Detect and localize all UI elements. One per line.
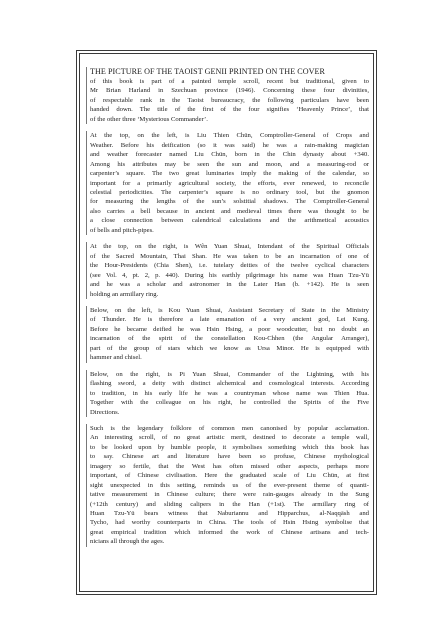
text-line: Together with the colleague on his right, he controlled the Spirits of the Five	[90, 399, 369, 407]
text-line: incarnation of the spirit of the constellation Kou-Chhen (the Angular Arranger),	[90, 335, 369, 343]
text-line: (+12th century) and sliding calipers in the Han (+1st). The armillary ring of	[90, 500, 369, 508]
text-line: holding an armillary ring.	[90, 290, 159, 298]
paragraph-liu-thien-chun	[86, 131, 369, 235]
text-line: great empirical tradition which informed the work of Chinese artisans and tech-	[90, 528, 369, 536]
text-line: (see Vol. 4, pt. 2, p. 440). During his earthly pilgrimage his name was Huan Tzu-Yü	[90, 271, 369, 279]
text-line: of the Sacred Mountain, Thai Shan. He was taken to be an incarnation of one of	[90, 252, 369, 260]
text-line: the Hour-Presidents (Chia Shen), i.e. tutelary deities of the twelve cyclical characters	[90, 262, 369, 270]
text-line: Tycho, had worthy counterparts in China. The tools of Hsin Hsing symbolise that	[90, 519, 369, 527]
paragraph-text	[90, 306, 369, 363]
paragraph-pi-yuan-shuai	[86, 370, 369, 417]
text-line: for measuring the lengths of the sun’s solstitial shadows. The Comptroller-General	[90, 198, 369, 206]
text-line: to say. Chinese art and literature have been so profuse, Chinese mythological	[90, 453, 369, 461]
text-line: Among his attributes may be seen the sun and moon, and a measuring-rod or	[90, 160, 369, 168]
cover-description	[86, 67, 369, 124]
paragraph-cover-origin	[90, 77, 369, 124]
text-line: Such is the legendary folklore of common men canonised by popular acclamation.	[90, 424, 369, 432]
text-line: of this book is part of a painted temple scroll, recent but traditional, given to	[90, 78, 369, 85]
text-line: nicians all through the ages.	[90, 538, 165, 546]
paragraph-text	[90, 131, 369, 235]
paragraph-wen-yuan-shuai	[86, 242, 369, 299]
heading-line: THE PICTURE OF THE TAOIST GENII PRINTED ON THE COVER	[90, 67, 325, 76]
text-line: tative measurement in Chinese culture; there were rain-gauges already in the Sung	[90, 491, 369, 499]
text-line: Below, on the right, is Pi Yuan Shuai, Commander of the Lightning, with his	[90, 370, 369, 378]
text-line: part of the group of stars which we know as Ursa Minor. He is equipped with	[90, 344, 369, 352]
text-line: imagery so fertile, that the West has often missed other aspects, perhaps more	[90, 462, 369, 470]
text-line: and he was a scholar and astronomer in the Later Han (b. +142). He is seen	[90, 281, 369, 289]
paragraph-text	[90, 424, 369, 547]
text-line: to be looked upon by humble people, it symbolises something which this book has	[90, 443, 369, 451]
text-line: Weather. Before his deification (so it was said) he was a rain-making magician	[90, 141, 369, 149]
text-line: celestial periodicities. The carpenter’s square is no ordinary tool, but the gnomon	[90, 188, 369, 196]
text-line: of Thunder. He is therefore a late emanation of a very ancient god, Lei Kung.	[90, 316, 369, 324]
text-line: Mr Brian Harland in Szechuan province (1946). Concerning these four divinities,	[90, 87, 369, 95]
paragraph-conclusion	[86, 424, 369, 547]
text-line: hammer and chisel.	[90, 354, 142, 362]
paragraph-text	[90, 370, 369, 417]
text-line: important, of Chinese civilisation. Here the graduated scale of Liu Chün, at first	[90, 472, 369, 480]
text-line: to tradition, in his early life he was a countryman whose name was Thien Hua.	[90, 389, 369, 397]
text-line: Before he became deified he was Hsin Hsing, a poor woodcutter, but no doubt an	[90, 325, 369, 333]
text-line: flashing sword, a deity with distinct alchemical and cosmological interests. According	[90, 380, 369, 388]
text-line: also carries a bell because in ancient and medieval times there was thought to be	[90, 207, 369, 215]
text-line: handed down. The title of the first of the four signifies ‘Heavenly Prince’, that	[90, 106, 369, 114]
paragraph-text	[90, 242, 369, 299]
text-frame	[79, 53, 374, 592]
text-line: of bells and pitch-pipes.	[90, 226, 154, 234]
text-line: of the other three ‘Mysterious Commander’.	[90, 115, 208, 123]
text-line: Below, on the left, is Kou Yuan Shuai, Assistant Secretary of State in the Ministry	[90, 306, 369, 314]
text-line: carpenter’s square. The two great luminaries imply the making of the calendar, so	[90, 170, 369, 178]
text-line: important for a primarily agricultural society, the efforts, ever renewed, to reconcile	[90, 179, 369, 187]
text-line: An interesting scroll, of no great artistic merit, destined to decorate a temple wall,	[90, 434, 369, 442]
text-line: Huan Tzu-Yü bears witness that Naburiannu and Hipparchus, al-Naqqāsh and	[90, 510, 369, 518]
text-line: a close connection between calendrical calculations and the arithmetical acoustics	[90, 217, 369, 225]
text-line: of respectable rank in the Taoist bureaucracy, the following particulars have been	[90, 96, 369, 104]
text-line: At the top, on the left, is Liu Thien Chün, Comptroller-General of Crops and	[90, 132, 369, 140]
text-line: At the top, on the right, is Wên Yuan Shuai, Intendant of the Spiritual Officials	[90, 243, 369, 251]
paragraph-kou-yuan-shuai	[86, 306, 369, 363]
section-heading	[90, 67, 369, 77]
text-line: sight unexpected in this setting, reminds us of the ever-present theme of quanti-	[90, 481, 369, 489]
text-line: Directions.	[90, 408, 120, 416]
page-border	[76, 50, 377, 595]
text-line: and weather forecaster named Liu Chün, born in the Chin dynasty about +340.	[90, 151, 369, 159]
